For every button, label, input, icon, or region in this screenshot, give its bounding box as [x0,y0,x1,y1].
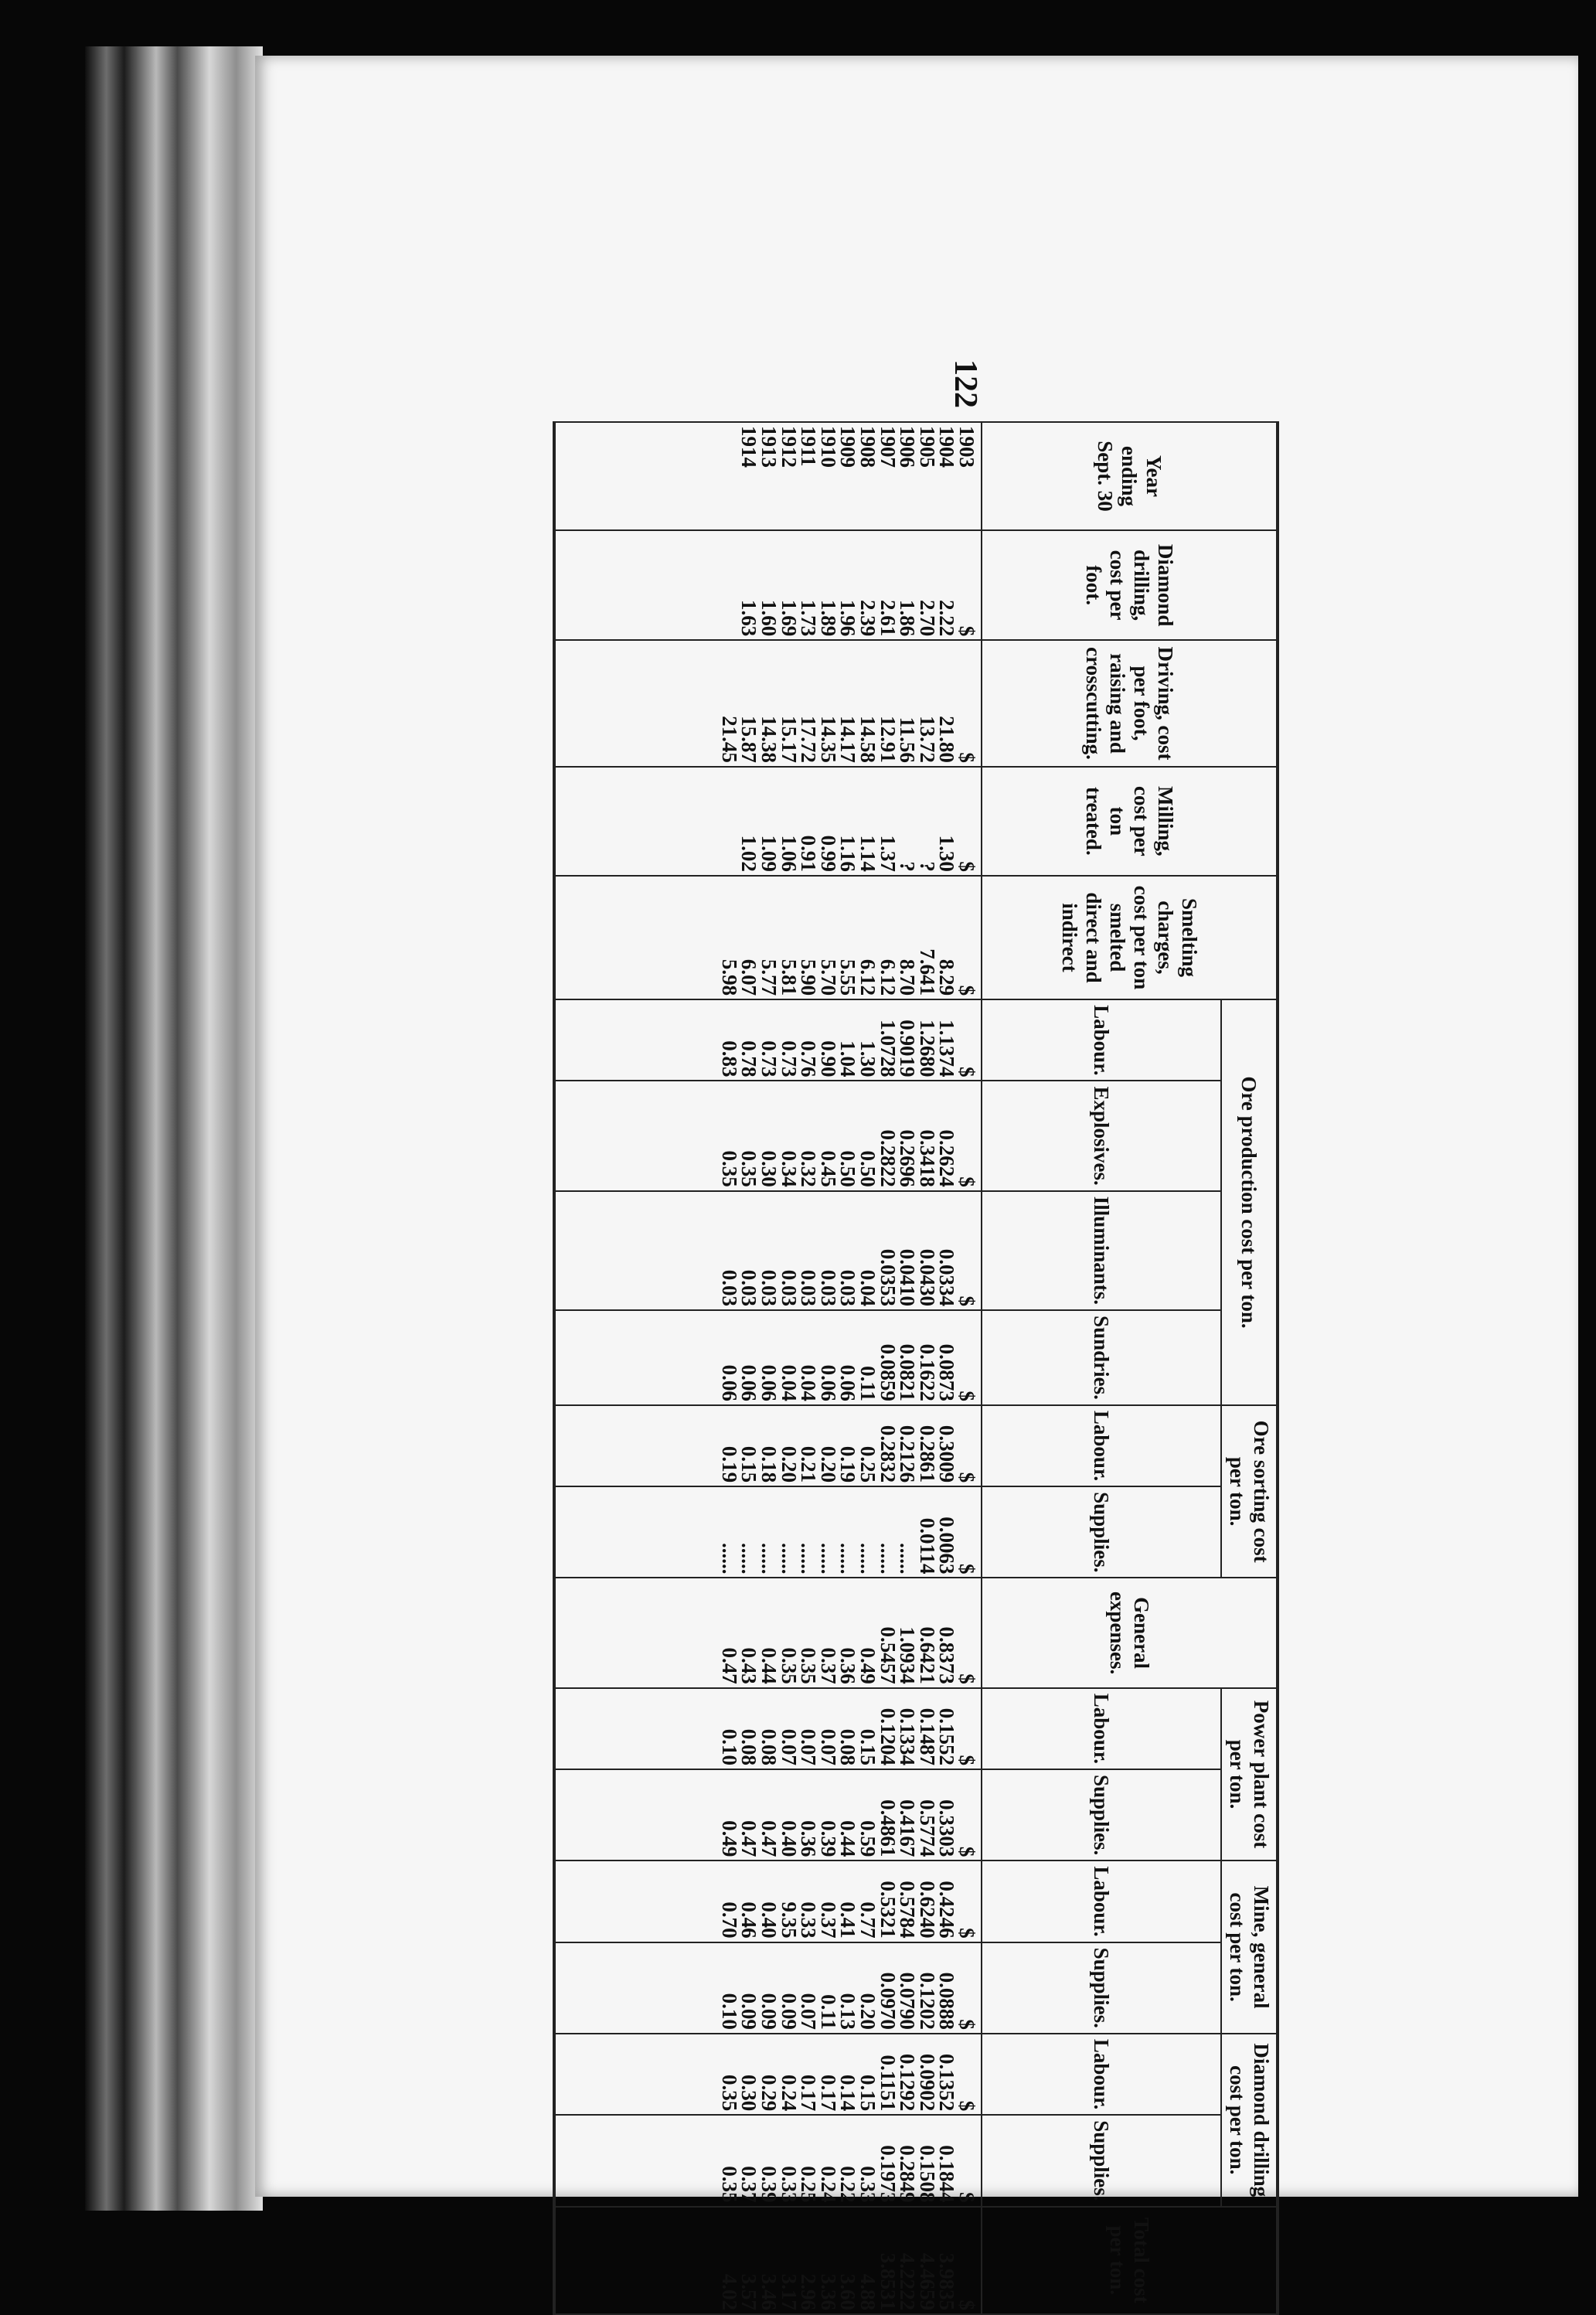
table-cell: 2.39 [856,599,880,637]
table-cell: 1914 [737,426,761,468]
table-cell: 0.59 [856,1820,880,1857]
table-cell: 0.08 [836,1728,860,1765]
column-year [554,422,982,530]
table-cell: 0.03 [757,1269,781,1307]
table-cell: 1.2680 [915,1020,939,1077]
table-cell: ...... [757,1542,781,1575]
column-sorting-supplies [554,1486,982,1578]
table-cell: 0.8373 [935,1626,959,1684]
table-cell: 0.06 [737,1364,761,1401]
table-cell: 4.2222 [896,2252,920,2310]
header-ore-sorting: Ore sorting cost per ton. [1221,1405,1278,1578]
table-cell: 1906 [896,426,920,468]
table-cell: 0.47 [737,1820,761,1857]
table-cell: 0.20 [777,1445,801,1483]
table-cell: 0.35 [777,1647,801,1684]
header-ore-sundries: Sundries. [982,1310,1221,1405]
table-cell: ...... [717,1542,741,1575]
table-cell: 1.63 [737,599,761,637]
table-cell: 0.08 [737,1728,761,1765]
table-cell: 0.19 [717,1445,741,1483]
column-dd-labour [554,2034,982,2115]
table-cell: 0.2849 [896,2145,920,2203]
table-cell: 1907 [876,426,900,468]
table-cell: 8.70 [896,958,920,996]
table-cell: 0.09 [737,1993,761,2030]
table-cell: 0.20 [816,1445,840,1483]
header-power-supplies: Supplies. [982,1769,1221,1861]
table-cell: 0.03 [777,1269,801,1307]
table-cell: 0.78 [737,1040,761,1077]
table-cell: 0.83 [717,1040,741,1077]
table-cell: 0.37 [816,1647,840,1684]
table-cell: ...... [876,1542,900,1575]
table-cell: 0.1204 [876,1707,900,1765]
table-cell: 0.3303 [935,1799,959,1857]
header-milling: Milling, cost per ton treated. [982,767,1278,876]
table-cell: 0.19 [836,1445,860,1483]
table-cell: 0.43 [737,1647,761,1684]
table-cell: 0.41 [836,1901,860,1939]
table-cell: 0.0970 [876,1972,900,2030]
table-cell: 0.36 [836,1647,860,1684]
table-cell: 0.04 [777,1364,801,1401]
header-dd-labour: Labour. [982,2034,1221,2115]
table-cell: 0.1352 [935,2053,959,2112]
column-power-labour [554,1688,982,1769]
table-cell: 0.10 [717,1728,741,1765]
table-cell: 2.70 [915,599,939,637]
table-cell: 0.35 [737,1150,761,1187]
table-cell: 0.33 [856,2166,880,2203]
table-cell: 1.89 [816,599,840,637]
table-cell: 14.35 [816,716,840,763]
currency-symbol: $ [955,1563,978,1575]
table-cell: 0.17 [816,2074,840,2112]
currency-symbol: $ [955,861,978,872]
currency-symbol: $ [955,1295,978,1307]
table-cell: 2.96 [797,2273,821,2310]
table-cell: 1.69 [777,599,801,637]
column-smelting [554,876,982,999]
table-cell: 4.02 [717,2273,741,2310]
table-cell: 0.70 [717,1901,741,1939]
table-cell: 15.17 [777,716,801,763]
table-cell: 0.1292 [896,2053,920,2112]
table-cell: 0.0821 [896,1343,920,1401]
table-cell: 0.44 [757,1647,781,1684]
header-smelting: Smelting charges, cost per ton smelted direct and indirect [982,876,1278,999]
table-cell: 0.09 [777,1993,801,2030]
table-cell: 0.09 [757,1993,781,2030]
table-cell: ...... [896,1542,920,1575]
table-cell: 1.73 [797,599,821,637]
table-cell: 0.25 [797,2166,821,2203]
currency-symbol: $ [955,1673,978,1684]
table-cell: 0.47 [757,1820,781,1857]
currency-symbol: $ [955,1472,978,1483]
table-cell: 6.07 [737,958,761,996]
table-cell: 0.17 [797,2074,821,2112]
table-cell: 0.0888 [935,1972,959,2030]
table-cell: 1908 [856,426,880,468]
table-cell: 0.34 [777,1150,801,1187]
table-cell: 0.9019 [896,1020,920,1077]
column-power-supplies [554,1769,982,1861]
page-number: 122 [948,359,983,408]
table-cell: 1911 [797,426,821,467]
table-cell: 1.30 [935,835,959,872]
table-cell: 0.07 [797,1993,821,2030]
table-cell: 3.8531 [876,2252,900,2310]
cost-table [553,421,1279,2315]
currency-symbol: $ [955,2300,978,2310]
table-cell: 0.1508 [915,2145,939,2203]
table-cell: 5.77 [757,958,781,996]
table-cell: 0.0334 [935,1248,959,1307]
table-cell: 0.37 [737,2166,761,2203]
header-total: Total cost per ton. [982,2207,1278,2314]
table-cell: 0.44 [836,1820,860,1857]
table-cell: 0.11 [856,1366,880,1401]
table-cell: ? [915,861,939,872]
table-cell: 1903 [955,426,978,468]
table-cell: 5.70 [816,958,840,996]
currency-symbol: $ [955,2192,978,2203]
header-ore-explosives: Explosives. [982,1081,1221,1190]
column-dd-supplies [554,2115,982,2206]
table-cell: 0.07 [797,1728,821,1765]
table-cell: ...... [737,1542,761,1575]
table-cell: ...... [816,1542,840,1575]
currency-symbol: $ [955,985,978,996]
table-cell: 14.38 [757,716,781,763]
table-cell: 6.12 [876,958,900,996]
currency-symbol: $ [955,1066,978,1077]
table-cell: 15.87 [737,716,761,763]
header-diamond-drilling-foot: Diamond drilling, cost per foot. [982,530,1278,640]
table-cell: 1913 [757,426,781,468]
table-cell: 0.11 [816,1994,840,2030]
table-cell: 8.29 [935,958,959,996]
currency-symbol: $ [955,2019,978,2030]
table-cell: 0.21 [797,1445,821,1483]
table-cell: 1.37 [876,835,900,872]
table-cell: 0.30 [737,2074,761,2112]
table-cell: 0.39 [816,1820,840,1857]
table-cell: 0.0902 [915,2053,939,2112]
table-cell: 0.24 [777,2074,801,2112]
table-cell: 0.5784 [896,1881,920,1939]
header-power-plant: Power plant cost per ton. [1221,1688,1278,1861]
column-driving [554,640,982,767]
table-cell: 0.1151 [876,2055,900,2112]
table-cell: 0.03 [717,1269,741,1307]
table-cell: 0.24 [816,2166,840,2203]
table-cell: 0.50 [836,1150,860,1187]
currency-symbol: $ [955,1846,978,1857]
header-sorting-supplies: Supplies. [982,1486,1221,1578]
table-cell: 0.15 [737,1445,761,1483]
table-cell: 2.61 [876,599,900,637]
table-cell: 1.96 [836,599,860,637]
table-cell: 0.1973 [876,2145,900,2203]
header-mine-labour: Labour. [982,1861,1221,1942]
table-cell: 0.33 [777,2166,801,2203]
header-ore-labour: Labour. [982,999,1221,1081]
table-cell: 6.12 [856,958,880,996]
header-year: Year ending Sept. 30 [982,422,1278,530]
table-cell: 5.55 [836,958,860,996]
table-cell: 1905 [915,426,939,468]
column-mine-supplies [554,1942,982,2034]
currency-symbol: $ [955,625,978,637]
table-cell: 0.0859 [876,1343,900,1401]
table-cell: 0.5774 [915,1799,939,1857]
table-cell: 0.06 [717,1364,741,1401]
table-cell: 0.1844 [935,2145,959,2203]
table-cell: 1904 [935,426,959,468]
table-cell: 21.45 [717,716,741,763]
table-cell: 1.1374 [935,1020,959,1077]
table-cell: 0.03 [797,1269,821,1307]
table-cell: 0.18 [757,1445,781,1483]
table-cell: ? [896,861,920,872]
table-cell: 0.25 [856,1445,880,1483]
table-cell: ...... [777,1542,801,1575]
table-cell: 1909 [836,426,860,468]
table-cell: 1.30 [856,1040,880,1077]
table-cell: 14.17 [836,716,860,763]
table-cell: 1.14 [856,835,880,872]
table-cell: 0.35 [717,1150,741,1187]
table-cell: ...... [856,1542,880,1575]
header-mine-supplies: Supplies. [982,1942,1221,2034]
table-cell: 0.07 [816,1728,840,1765]
table-cell: 0.03 [836,1269,860,1307]
table-cell: 0.37 [816,1901,840,1939]
table-cell: 0.08 [757,1728,781,1765]
table-cell: 0.06 [836,1364,860,1401]
table-cell: 21.80 [935,716,959,763]
column-milling [554,767,982,876]
table-cell: 12.91 [876,716,900,763]
table-cell: 0.20 [856,1993,880,2030]
table-cell: 0.35 [797,1647,821,1684]
table-cell: 0.1487 [915,1707,939,1765]
table-cell: 0.1552 [935,1707,959,1765]
table-cell: 0.50 [856,1150,880,1187]
table-cell: 3.57 [737,2273,761,2310]
table-cell: 3.9835 [935,2252,959,2310]
table-cell: 3.46 [757,2273,781,2310]
currency-symbol: $ [955,1391,978,1401]
table-cell: 0.49 [856,1647,880,1684]
table-cell: 3.17 [777,2273,801,2310]
table-cell: 5.98 [717,958,741,996]
table-cell: 0.35 [717,2074,741,2112]
table-cell: 0.06 [816,1364,840,1401]
currency-symbol: $ [955,1928,978,1939]
table-cell: 0.10 [717,1993,741,2030]
table-cell: 0.90 [816,1040,840,1077]
table-cell: 5.90 [797,958,821,996]
table-cell: 0.45 [816,1150,840,1187]
table-cell: 0.0873 [935,1343,959,1401]
table-cell: 0.73 [777,1040,801,1077]
table-cell: 0.91 [797,835,821,872]
table-cell: 0.15 [856,2074,880,2112]
header-ore-illuminants: Illuminants. [982,1191,1221,1310]
table-cell: 0.04 [856,1269,880,1307]
table-cell: 1.06 [777,835,801,872]
table-cell: 7.641 [915,948,939,996]
table-cell: 0.14 [836,2074,860,2112]
table-cell: 0.5457 [876,1626,900,1684]
currency-symbol: $ [955,752,978,763]
column-mine-labour [554,1861,982,1942]
column-general [554,1578,982,1687]
table-cell: 1.60 [757,599,781,637]
table-cell: 13.72 [915,716,939,763]
currency-symbol: $ [955,1755,978,1765]
table-cell: 0.1334 [896,1707,920,1765]
header-ore-production: Ore production cost per ton. [1221,999,1278,1405]
table-cell: 0.0114 [915,1517,939,1575]
table-cell: 14.58 [856,716,880,763]
table-cell: 0.47 [717,1647,741,1684]
table-cell: 0.2822 [876,1129,900,1187]
header-mine-general: Mine, general cost per ton. [1221,1861,1278,2034]
table-cell: 0.6421 [915,1626,939,1684]
table-cell: 0.0790 [896,1972,920,2030]
table-cell: 0.2696 [896,1129,920,1187]
table-cell: 0.5321 [876,1881,900,1939]
table-cell: 0.07 [777,1728,801,1765]
table-cell: 3.60 [836,2273,860,2310]
table-cell: 0.99 [816,835,840,872]
table-cell: 0.3418 [915,1129,939,1187]
table-cell: 0.22 [836,2166,860,2203]
header-dd-supplies: Supplies. [982,2115,1221,2206]
table-cell: 1.09 [757,835,781,872]
table-cell: 0.1622 [915,1343,939,1401]
table-cell: 0.77 [856,1901,880,1939]
table-cell: 1912 [777,426,801,468]
table-cell: 2.22 [935,599,959,637]
table-cell: 1.16 [836,835,860,872]
table-cell: 1.86 [896,599,920,637]
table-cell: 1.0934 [896,1626,920,1684]
table-cell: 1.02 [737,835,761,872]
table-cell: 0.40 [757,1901,781,1939]
column-ore-explosives [554,1081,982,1190]
table-cell: 0.1202 [915,1972,939,2030]
table-cell: 11.56 [896,717,920,763]
table-cell: 0.4167 [896,1799,920,1857]
table-cell: 0.15 [856,1728,880,1765]
currency-symbol: $ [955,1176,978,1187]
table-cell: 1.0728 [876,1020,900,1077]
column-ore-sundries [554,1310,982,1405]
table-cell: 1.04 [836,1040,860,1077]
table-cell: 0.13 [836,1993,860,2030]
header-sorting-labour: Labour. [982,1405,1221,1486]
header-driving: Driving, cost per foot, raising and crosscutting. [982,640,1278,767]
currency-symbol: $ [955,2100,978,2112]
table-cell: 0.03 [816,1269,840,1307]
table-cell: 0.0353 [876,1248,900,1307]
table-body-row [554,422,982,2314]
table-cell: 3.36 [816,2273,840,2310]
table-cell: 0.46 [737,1901,761,1939]
table-cell: 0.2126 [896,1425,920,1483]
table-cell: ...... [797,1542,821,1575]
table-cell: 4.4659 [915,2252,939,2310]
column-ore-illuminants [554,1191,982,1310]
table-cell: 0.32 [797,1150,821,1187]
book-page-edges [85,46,263,2211]
table-cell: 1910 [816,426,840,468]
header-power-labour: Labour. [982,1688,1221,1769]
table-cell: 0.35 [717,2166,741,2203]
table-cell: 0.06 [757,1364,781,1401]
column-diamond-drilling-foot [554,530,982,640]
column-total [554,2207,982,2314]
table-cell: 0.0410 [896,1248,920,1307]
table-cell: 0.33 [797,1901,821,1939]
table-cell: 0.73 [757,1040,781,1077]
table-cell: 0.4861 [876,1799,900,1857]
table-cell: 0.40 [777,1820,801,1857]
column-sorting-labour [554,1405,982,1486]
table-cell: 0.04 [797,1364,821,1401]
table-cell: 0.0430 [915,1248,939,1307]
table-cell: 4.88 [856,2273,880,2310]
table-cell: 17.72 [797,716,821,763]
rotated-table-wrapper [553,421,1279,2315]
table-cell: 0.30 [757,1150,781,1187]
table-cell: ...... [836,1542,860,1575]
table-cell: 0.36 [797,1820,821,1857]
table-cell: 0.2832 [876,1425,900,1483]
column-ore-labour [554,999,982,1081]
table-cell: 9.35 [777,1901,801,1939]
table-cell: 5.81 [777,958,801,996]
table-cell: 0.0063 [935,1517,959,1575]
table-cell: 0.49 [717,1820,741,1857]
table-cell: 0.4246 [935,1881,959,1939]
table-cell: 0.2861 [915,1425,939,1483]
table-cell: 0.76 [797,1040,821,1077]
table-cell: 0.6240 [915,1881,939,1939]
table-cell: 0.03 [737,1269,761,1307]
header-general: General expenses. [982,1578,1278,1687]
header-diamond-drilling-ton: Diamond drilling cost per ton. [1221,2034,1278,2207]
table-cell: 0.3009 [935,1425,959,1483]
table-cell: 0.2624 [935,1129,959,1187]
table-cell: 0.29 [757,2074,781,2112]
table-cell: 0.39 [757,2166,781,2203]
